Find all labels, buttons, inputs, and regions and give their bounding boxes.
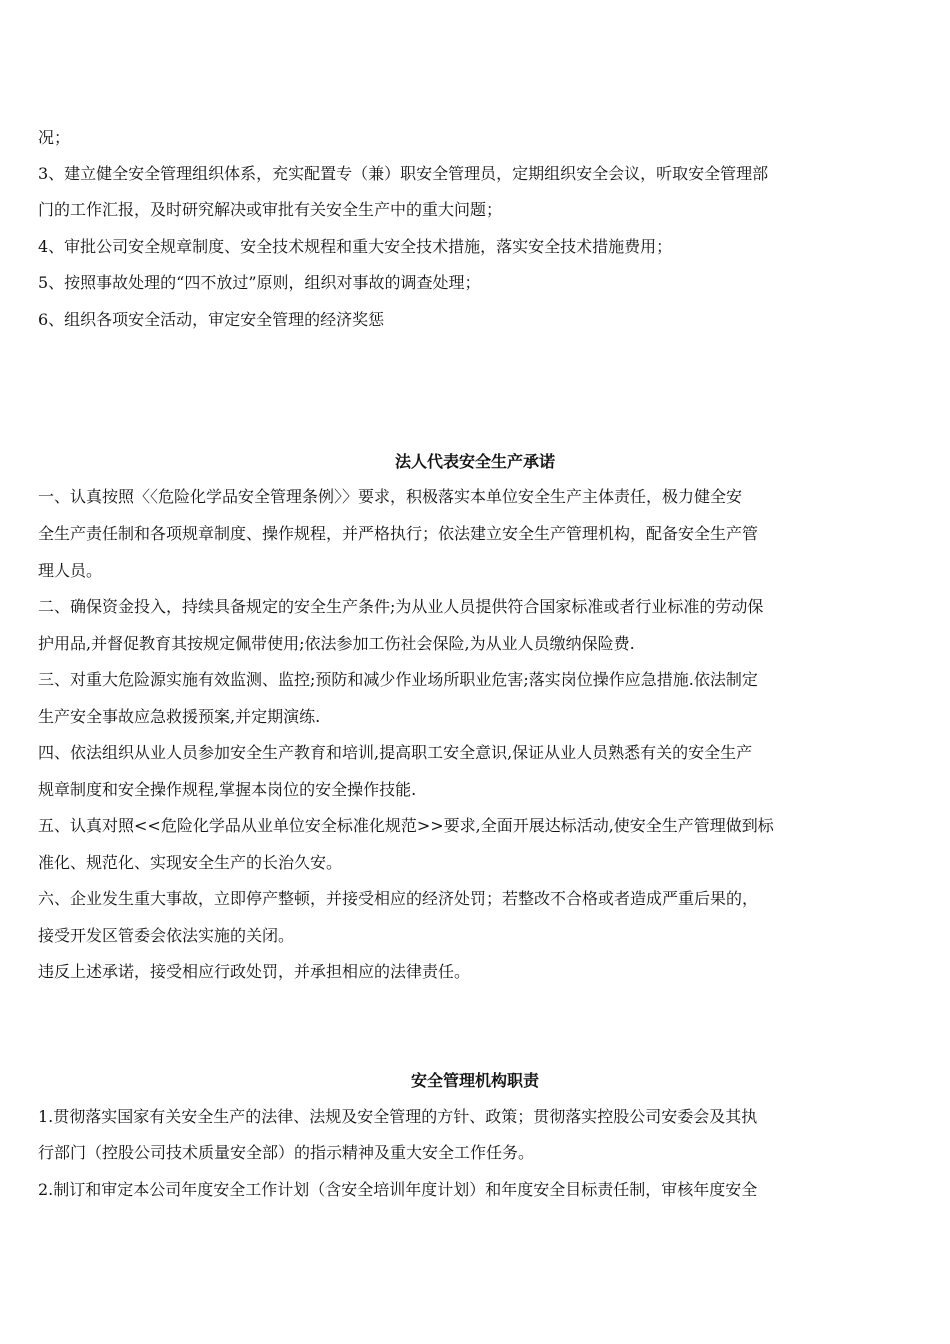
paragraph-line: 全生产责任制和各项规章制度、操作规程，并严格执行；依法建立安全生产管理机构，配备安全生产管 xyxy=(38,524,759,543)
paragraph-line: 3、建立健全安全管理组织体系，充实配置专（兼）职安全管理员，定期组织安全会议，听取安全管理部 xyxy=(38,164,769,183)
section-title: 法人代表安全生产承诺 xyxy=(394,452,555,471)
paragraph-line: 6、组织各项安全活动，审定安全管理的经济奖惩 xyxy=(38,310,385,329)
paragraph-line: 行部门（控股公司技术质量安全部）的指示精神及重大安全工作任务。 xyxy=(38,1143,535,1162)
paragraph-line: 5、按照事故处理的“四不放过”原则，组织对事故的调查处理； xyxy=(38,273,481,292)
paragraph-line: 护用品,并督促教育其按规定佩带使用;依法参加工伤社会保险,为从业人员缴纳保险费. xyxy=(38,634,635,653)
paragraph-line: 五、认真对照<<危险化学品从业单位安全标准化规范>>要求,全面开展达标活动,使安全生产管理做到标 xyxy=(38,816,774,835)
section-title: 安全管理机构职责 xyxy=(410,1071,539,1090)
paragraph-line: 理人员。 xyxy=(38,561,103,580)
paragraph-line: 生产安全事故应急救援预案,并定期演练. xyxy=(38,707,321,726)
paragraph-line: 况； xyxy=(38,128,71,147)
paragraph-line: 四、依法组织从业人员参加安全生产教育和培训,提高职工安全意识,保证从业人员熟悉有关的安全生产 xyxy=(38,743,753,762)
paragraph-line: 接受开发区管委会依法实施的关闭。 xyxy=(38,926,295,945)
paragraph-line: 规章制度和安全操作规程,掌握本岗位的安全操作技能. xyxy=(38,780,417,799)
paragraph-line: 4、审批公司安全规章制度、安全技术规程和重大安全技术措施，落实安全技术措施费用； xyxy=(38,237,673,256)
paragraph-line: 一、认真按照〈〈危险化学品安全管理条例〉〉要求，积极落实本单位安全生产主体责任，极力健全安 xyxy=(38,487,743,506)
paragraph-line: 准化、规范化、实现安全生产的长治久安。 xyxy=(38,853,343,872)
paragraph-line: 二、确保资金投入，持续具备规定的安全生产条件;为从业人员提供符合国家标准或者行业标准的劳动保 xyxy=(38,597,764,616)
paragraph-line: 六、企业发生重大事故，立即停产整顿，并接受相应的经济处罚；若整改不合格或者造成严重后果的， xyxy=(38,889,759,908)
paragraph-line: 2.制订和审定本公司年度安全工作计划（含安全培训年度计划）和年度安全目标责任制，审核年度安全 xyxy=(38,1180,758,1199)
paragraph-line: 违反上述承诺，接受相应行政处罚，并承担相应的法律责任。 xyxy=(38,962,471,981)
paragraph-line: 1.贯彻落实国家有关安全生产的法律、法规及安全管理的方针、政策；贯彻落实控股公司安委会及其执 xyxy=(38,1107,758,1126)
paragraph-line: 门的工作汇报，及时研究解决或审批有关安全生产中的重大问题； xyxy=(38,200,503,219)
paragraph-line: 三、对重大危险源实施有效监测、监控;预防和减少作业场所职业危害;落实岗位操作应急措施.依法制定 xyxy=(38,670,758,689)
